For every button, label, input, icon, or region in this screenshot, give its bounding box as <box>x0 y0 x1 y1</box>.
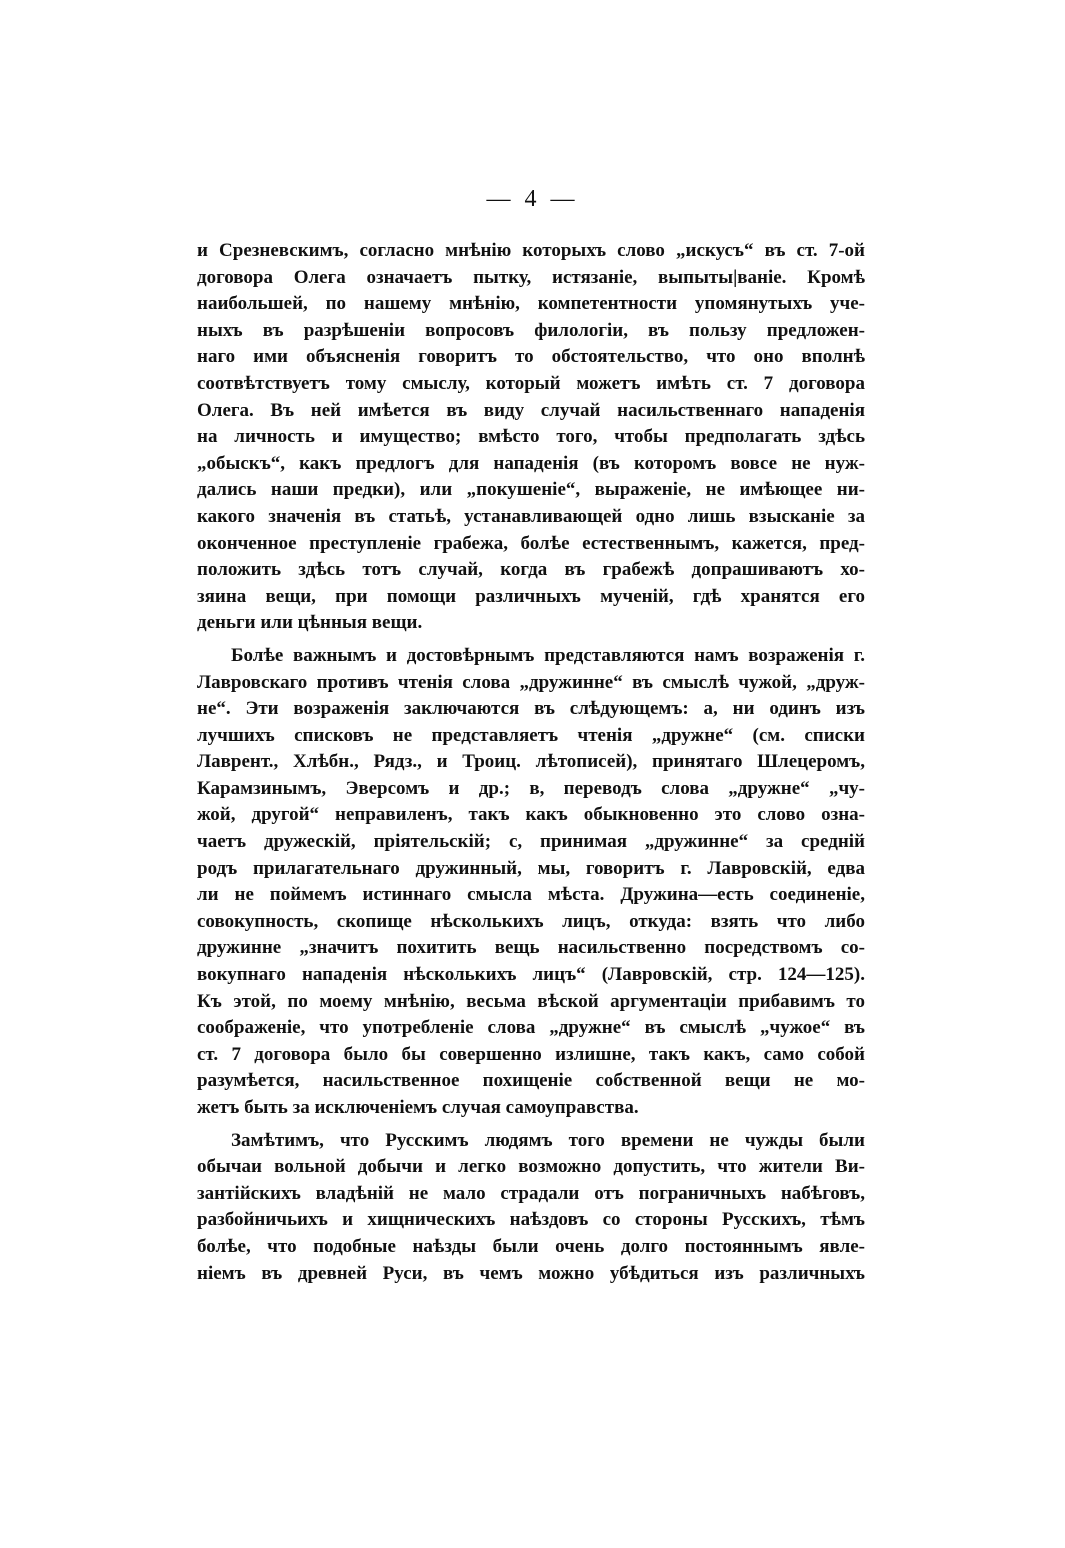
text-line: Олега. Въ ней имѣется въ виду случай насильственнаго нападенія <box>197 399 865 421</box>
text-line: соображеніе, что употребленіе слова „дружне“ въ смыслѣ „чужое“ въ <box>197 1017 865 1039</box>
text-line: наго ими объясненія говоритъ то обстоятельство, что оно вполнѣ <box>197 346 865 368</box>
text-line: зантійскихъ владѣній не мало страдали отъ пограничныхъ набѣговъ, <box>197 1182 865 1204</box>
text-line: „обыскъ“, какъ предлогъ для нападенія (въ которомъ вовсе не нуж- <box>197 452 865 474</box>
text-line: Болѣе важнымъ и достовѣрнымъ представляются намъ возраженія г. <box>231 644 865 666</box>
text-line: соотвѣтствуетъ тому смыслу, который можетъ имѣть ст. 7 договора <box>197 372 865 394</box>
text-line: обычаи вольной добычи и легко возможно допустить, что жители Ви- <box>197 1156 865 1178</box>
text-line: Замѣтимъ, что Русскимъ людямъ того времени не чужды были <box>231 1129 865 1151</box>
text-line: договора Олега означаетъ пытку, истязаніе, выпыты|ваніе. Кромѣ <box>197 266 865 288</box>
text-line: какого значенія въ статьѣ, устанавливающей одно лишь взысканіе за <box>197 505 865 527</box>
paragraph <box>197 1128 865 1288</box>
text-line: ст. 7 договора было бы совершенно излишне, такъ какъ, само собой <box>197 1043 865 1065</box>
text-line: на личность и имущество; вмѣсто того, чтобы предполагать здѣсь <box>197 426 865 448</box>
text-line: жой, другой“ неправиленъ, такъ какъ обыкновенно это слово озна- <box>197 804 865 826</box>
paragraph <box>197 238 865 637</box>
text-line: разбойничьихъ и хищническихъ наѣздовъ со стороны Русскихъ, тѣмъ <box>197 1209 865 1231</box>
text-line: дались наши предки), или „покушеніе“, выраженіе, не имѣющее ни- <box>197 479 865 501</box>
text-line: вокупнаго нападенія нѣсколькихъ лицъ“ (Лавровскій, стр. 124—125). <box>197 964 865 986</box>
text-line: не“. Эти возраженія заключаются въ слѣдующемъ: а, ни одинъ изъ <box>197 698 865 720</box>
text-line: оконченное преступленіе грабежа, болѣе естественнымъ, кажется, пред- <box>197 532 865 554</box>
text-line: дружинне „значитъ похитить вещь насильственно посредствомъ со- <box>197 937 865 959</box>
text-line: лучшихъ списковъ не представляетъ чтенія „дружне“ (см. списки <box>197 724 865 746</box>
page-number: — 4 — <box>486 186 579 212</box>
text-line: ныхъ въ разрѣшеніи вопросовъ филологіи, въ пользу предложен- <box>197 319 865 341</box>
text-line: разумѣется, насильственное похищеніе собственной вещи не мо- <box>197 1070 865 1092</box>
text-line: болѣе, что подобные наѣзды были очень долго постояннымъ явле- <box>197 1235 865 1257</box>
text-line: родъ прилагательнаго дружинный, мы, говоритъ г. Лавровскій, едва <box>197 857 865 879</box>
text-line: Лаврент., Хлѣбн., Рядз., и Троиц. лѣтописей), принятаго Шлецеромъ, <box>197 751 865 773</box>
text-line: чаетъ дружескій, пріятельскій; с, принимая „дружинне“ за средній <box>197 831 865 853</box>
text-line: положить здѣсь тотъ случай, когда въ грабежѣ допрашиваютъ хо- <box>197 559 865 581</box>
text-line: ніемъ въ древней Руси, въ чемъ можно убѣдиться изъ различныхъ <box>197 1262 865 1284</box>
text-line: и Срезневскимъ, согласно мнѣнію которыхъ слово „искусъ“ въ ст. 7-ой <box>197 240 865 261</box>
text-line: деньги или цѣнныя вещи. <box>197 612 423 634</box>
text-line: наибольшей, по нашему мнѣнію, компетентности упомянутыхъ уче- <box>197 293 865 315</box>
text-line: зяина вещи, при помощи различныхъ мученій, гдѣ хранятся его <box>197 585 865 607</box>
paragraph <box>197 643 865 1122</box>
body-text <box>197 238 865 1287</box>
text-line: совокупность, скопище нѣсколькихъ лицъ, откуда: взять что либо <box>197 910 865 932</box>
text-line: Лавровскаго противъ чтенія слова „дружинне“ въ смыслѣ чужой, „друж- <box>197 671 865 693</box>
text-line: Карамзинымъ, Эверсомъ и др.; в, переводъ слова „дружне“ „чу- <box>197 777 865 799</box>
text-line: Къ этой, по моему мнѣнію, весьма вѣской аргументаціи прибавимъ то <box>197 990 865 1012</box>
text-line: жетъ быть за исключеніемъ случая самоуправства. <box>197 1097 639 1118</box>
text-line: ли не поймемъ истиннаго смысла мѣста. Дружина—есть соединеніе, <box>197 884 865 906</box>
